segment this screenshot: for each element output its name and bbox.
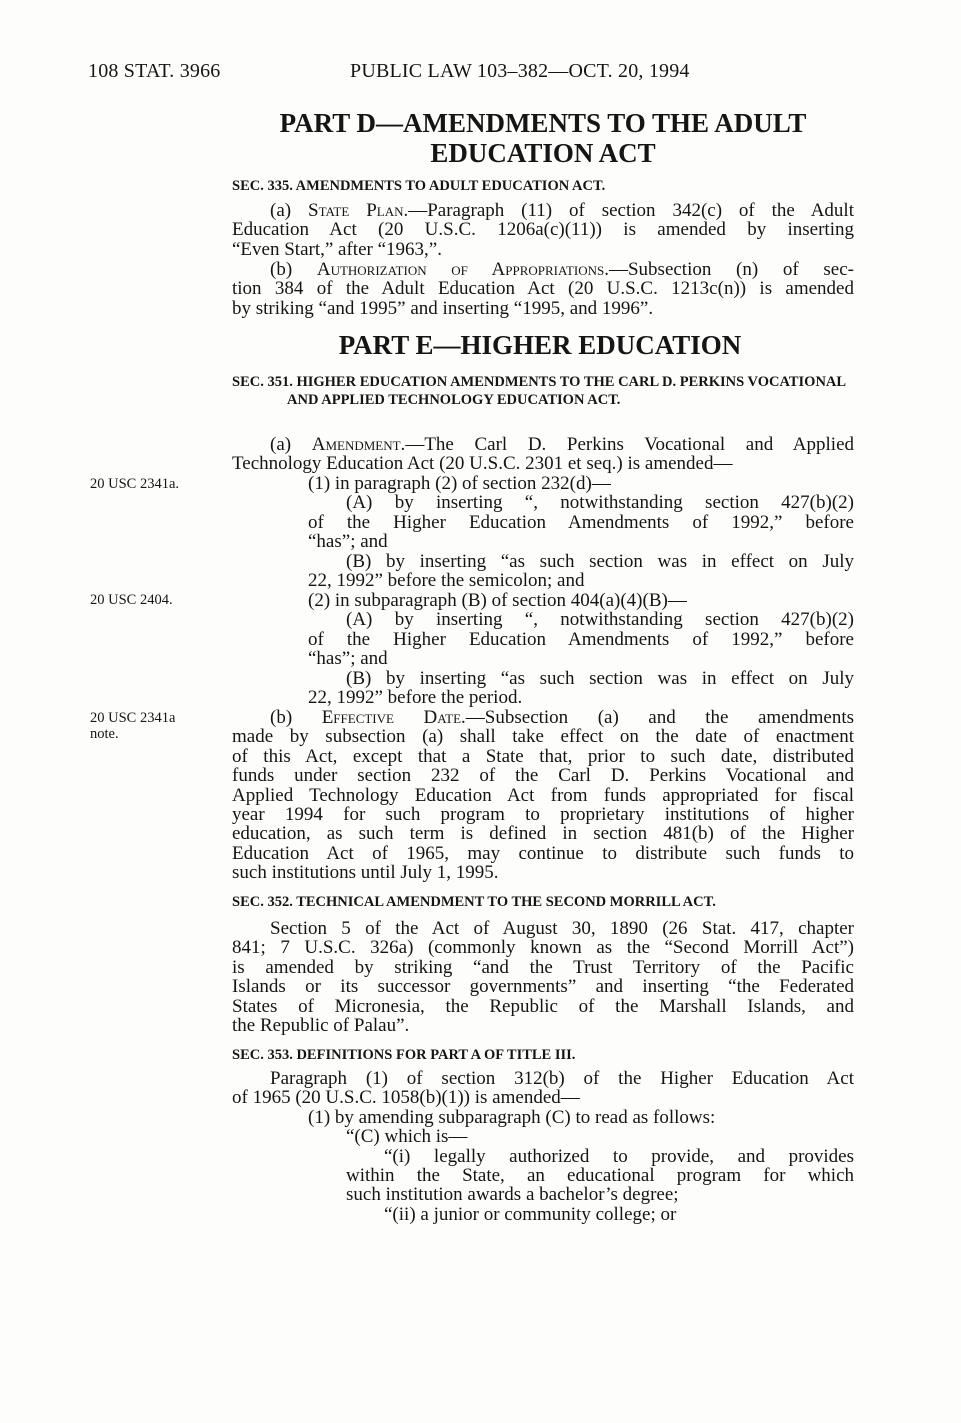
stat-citation: 108 STAT. 3966 [88,60,221,82]
sec-351-b: (b) Effective Date.—Subsection (a) and the amendments made by subsection (a) shall take effect on the date of enactment of this Act, except that a State that, prior to such date, distributed funds under section 232 of the Carl D. Perkins Vocational and Applied Technology Education Act from funds appropriated for fiscal year 1994 for such program to proprietary institutions of higher education, as such term is defined in section 481(b) of the Higher Education Act of 1965, may continue to distribute such funds to such institutions until July 1, 1995. [232,707,855,884]
margin-note-2404: 20 USC 2404. [90,592,173,608]
part-e-title: PART E—HIGHER EDUCATION [338,330,742,360]
caption-state-plan: State Plan. [308,200,409,221]
sec-351-a-1: (1) in paragraph (2) of section 232(d)— (A) by inserting “, notwithstanding section 427(b)(2) of the Higher Education Amendments of 1992,” before “has”; and (B) by inserting “as such section was in effect on July 22, 1992” before the semicolon; and [308,473,854,592]
caption-amendment: Amendment. [311,434,406,455]
public-law-header: PUBLIC LAW 103–382—OCT. 20, 1994 [350,60,690,82]
caption-effective-date: Effective Date. [321,707,466,728]
caption-authorization: Authorization of Appropriations. [316,259,609,280]
sec-352-heading: SEC. 352. TECHNICAL AMENDMENT TO THE SECOND MORRILL ACT. [232,894,716,910]
sec-335-a: (a) State Plan.—Paragraph (11) of section 342(c) of the Adult Education Act (20 U.S.C. 1206a(c)(11)) is amended by inserting “Even Start,” after “1963,”. [232,200,854,260]
sec-351-a-2: (2) in subparagraph (B) of section 404(a)(4)(B)— (A) by inserting “, notwithstanding section 427(b)(2) of the Higher Education Amendments of 1992,” before “has”; and (B) by inserting “as such section was in effect on July 22, 1992” before the period. [308,590,854,709]
sec-352-body: Section 5 of the Act of August 30, 1890 (26 Stat. 417, chapter 841; 7 U.S.C. 326a) (commonly known as the “Second Morrill Act”) is amended by striking “and the Trust Territory of the Pacific Islands or its successor governments” and inserting “the Federated States of Micronesia, the Republic of the Marshall Islands, and the Republic of Palau”. [232,918,854,1037]
margin-note-2341a: 20 USC 2341a. [90,476,180,492]
sec-353-body: Paragraph (1) of section 312(b) of the Higher Education Act of 1965 (20 U.S.C. 1058(b)(1)) is amended— (1) by amending subparagraph (C) to read as follows: “(C) which is— “(i) legally authorized to provide, and provides within the State, an educational program for which such institution awards a bachelor’s degree; “(ii) a junior or community college; or [232,1068,854,1225]
part-d-title [232,108,854,168]
sec-335-b: (b) Authorization of Appropriations.—Subsection (n) of sec- tion 384 of the Adult Education Act (20 U.S.C. 1213c(n)) is amended by striking “and 1995” and inserting “1995, and 1996”. [232,259,854,319]
part-d-title-line1: PART D—AMENDMENTS TO THE ADULT [279,108,807,138]
sec-351-heading: SEC. 351. HIGHER EDUCATION AMENDMENTS TO THE CARL D. PERKINS VOCATIONAL AND APPLIED TECHNOLOGY EDUCATION ACT. [232,374,846,408]
part-d-title-line2: EDUCATION ACT [430,138,656,168]
margin-note-2341a-note: 20 USC 2341a note. [90,710,176,742]
sec-351-a: (a) Amendment.—The Carl D. Perkins Vocational and Applied Technology Education Act (20 U.S.C. 2301 et seq.) is amended— [232,434,854,475]
sec-353-heading: SEC. 353. DEFINITIONS FOR PART A OF TITLE III. [232,1047,576,1063]
sec-335-heading: SEC. 335. AMENDMENTS TO ADULT EDUCATION ACT. [232,178,606,194]
